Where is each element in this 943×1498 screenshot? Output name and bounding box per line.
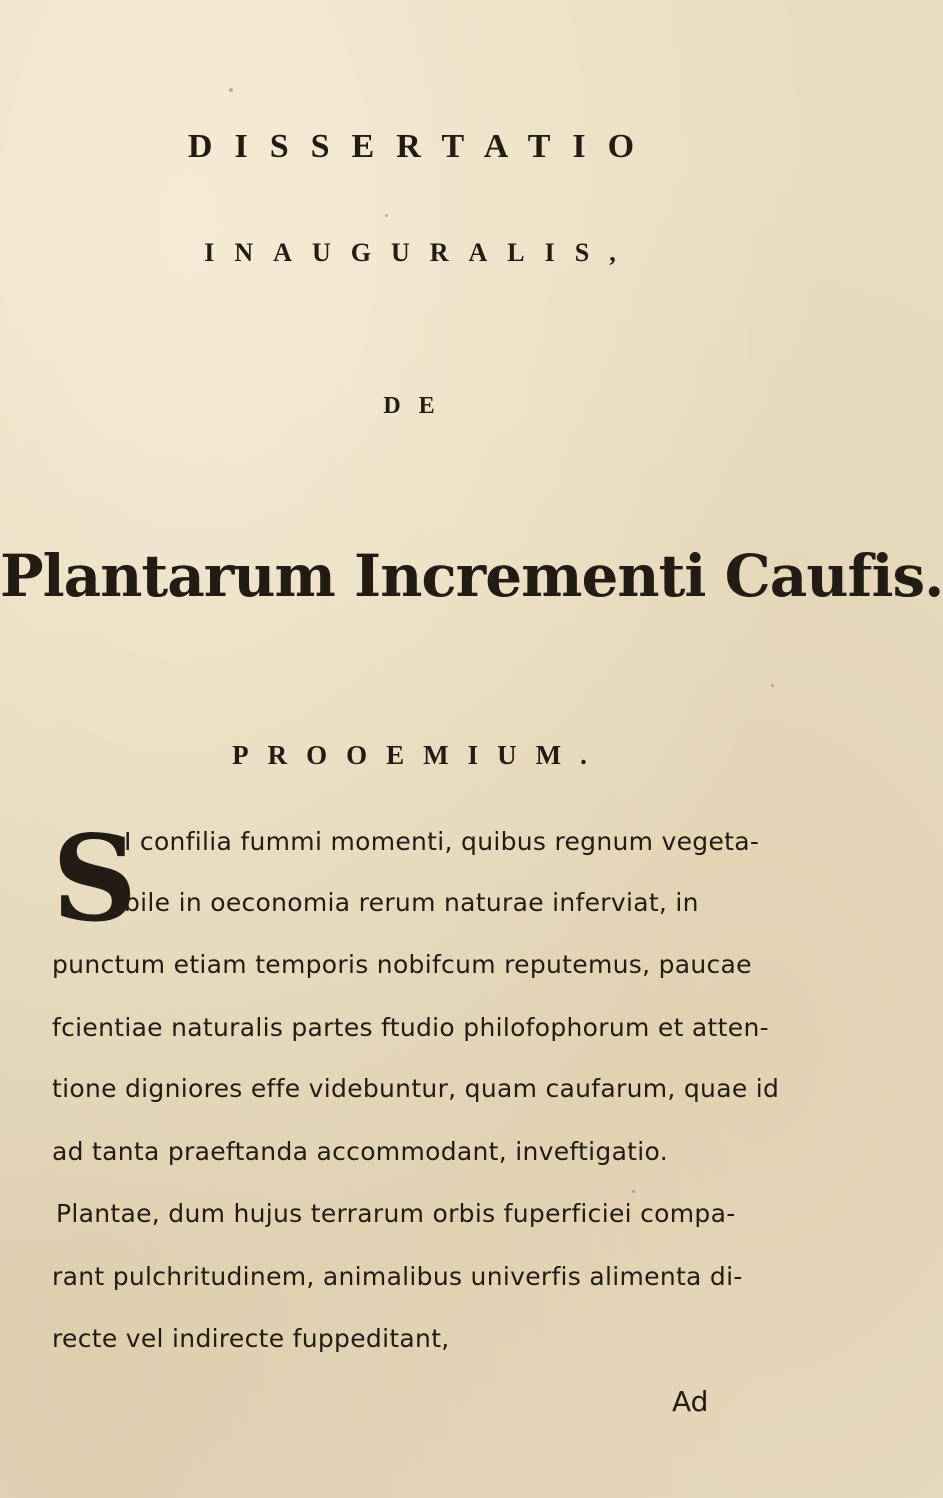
- body-line: recte vel indirecte fuppeditant,: [52, 1324, 450, 1353]
- paper-speck: [385, 214, 388, 217]
- paper-speck: [229, 88, 233, 92]
- body-line: I confilia fummi momenti, quibus regnum vegeta-: [124, 827, 760, 856]
- drop-capital: S: [52, 809, 138, 948]
- body-line: tione digniores effe videbuntur, quam caufarum, quae id: [52, 1074, 780, 1103]
- body-line: punctum etiam temporis nobifcum reputemus, paucae: [52, 950, 752, 979]
- body-line: rant pulchritudinem, animalibus univerfis alimenta di-: [52, 1262, 743, 1291]
- body-line: ad tanta praeftanda accommodant, inveftigatio.: [52, 1137, 668, 1166]
- dissertation-title-line2: INAUGURALIS,: [204, 238, 636, 267]
- section-heading: PROOEMIUM.: [232, 740, 606, 770]
- body-line: Plantae, dum hujus terrarum orbis fuperficiei compa-: [56, 1199, 736, 1228]
- paper-speck: [632, 1190, 635, 1193]
- catchword: Ad: [672, 1385, 709, 1418]
- dissertation-title-line1: DISSERTATIO: [187, 128, 657, 165]
- body-line: bile in oeconomia rerum naturae inferviat, in: [124, 888, 699, 917]
- dissertation-main-title: Plantarum Incrementi Caufis.: [0, 542, 943, 610]
- dissertation-title-line3: DE: [383, 393, 453, 419]
- body-line: fcientiae naturalis partes ftudio philofophorum et atten-: [52, 1013, 769, 1042]
- paper-speck: [771, 684, 774, 687]
